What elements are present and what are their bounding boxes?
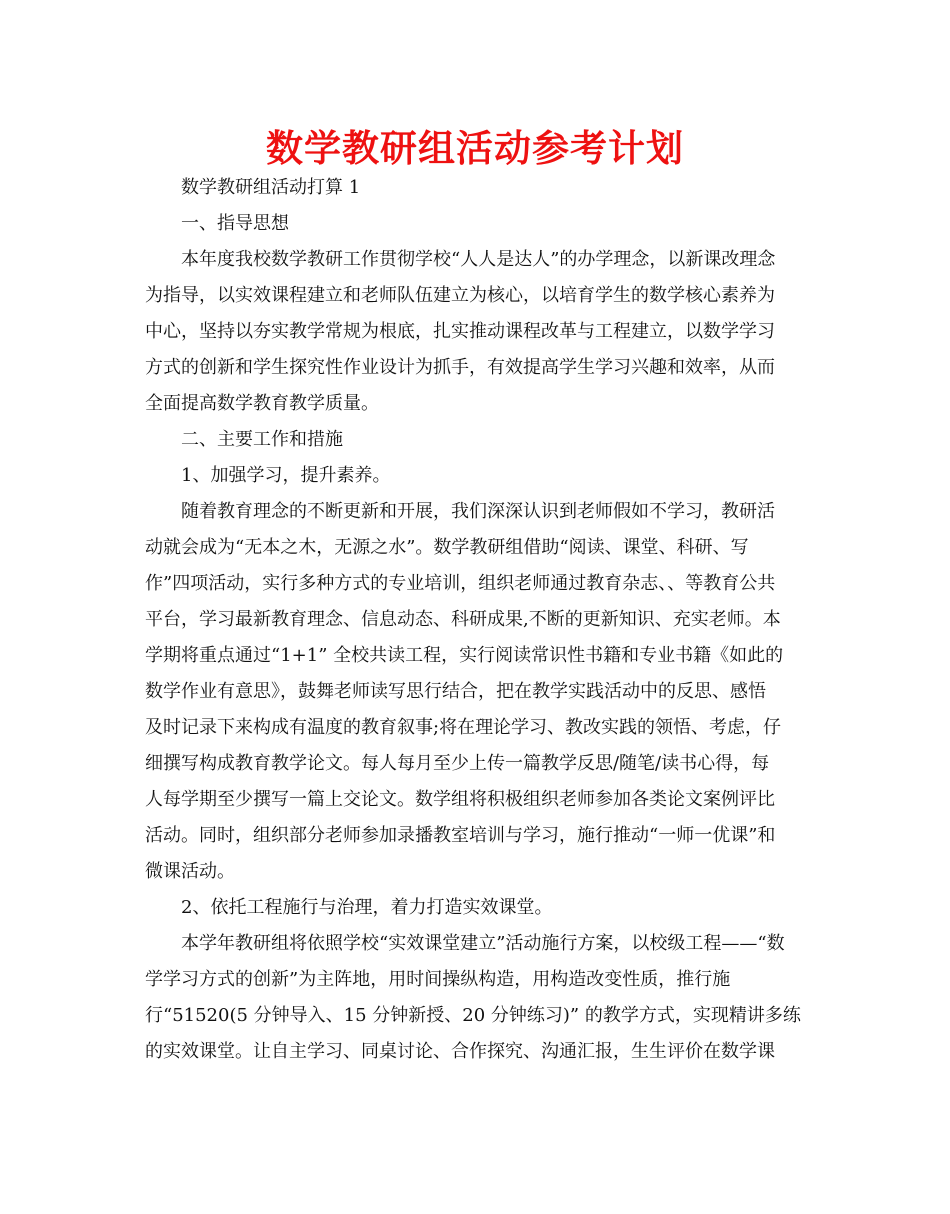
paragraph-line: 及时记录下来构成有温度的教育叙事;将在理论学习、教改实践的领悟、考虑，仔 <box>145 717 782 738</box>
subsection-heading-1: 1、加强学习，提升素养。 <box>181 465 391 486</box>
paragraph-line: 学学习方式的创新”为主阵地，用时间操纵构造，用构造改变性质，推行施 <box>145 969 731 990</box>
paragraph-line: 平台，学习最新教育理念、信息动态、科研成果,不断的更新知识、充实老师。本 <box>145 609 781 630</box>
section-heading-1: 一、指导思想 <box>181 213 289 234</box>
document-body <box>145 170 815 1070</box>
paragraph-line: 随着教育理念的不断更新和开展，我们深深认识到老师假如不学习，教研活 <box>181 501 775 522</box>
paragraph-line: 细撰写构成教育教学论文。每人每月至少上传一篇教学反思/随笔/读书心得，每 <box>145 753 770 774</box>
paragraph-line: 动就会成为“无本之木，无源之水”。数学教研组借助“阅读、课堂、科研、写 <box>145 537 749 558</box>
paragraph-line: 为指导，以实效课程建立和老师队伍建立为核心，以培育学生的数学核心素养为 <box>145 285 775 306</box>
paragraph-line: 学期将重点通过“1+1” 全校共读工程，实行阅读常识性书籍和专业书籍《如此的 <box>145 645 784 666</box>
section-heading-2: 二、主要工作和措施 <box>181 429 343 450</box>
subsection-heading-2: 2、依托工程施行与治理，着力打造实效课堂。 <box>181 897 553 918</box>
paragraph-line: 中心，坚持以夯实教学常规为根底，扎实推动课程改革与工程建立，以数学学习 <box>145 321 775 342</box>
paragraph-line: 本学年教研组将依照学校“实效课堂建立”活动施行方案，以校级工程——“数 <box>181 933 785 954</box>
paragraph-line: 行“51520(5 分钟导入、15 分钟新授、20 分钟练习)” 的教学方式，实现精讲多练 <box>145 1005 801 1026</box>
paragraph-line: 全面提高数学教育教学质量。 <box>145 393 379 414</box>
paragraph-line: 活动。同时，组织部分老师参加录播教室培训与学习，施行推动“一师一优课”和 <box>145 825 776 846</box>
paragraph-line: 方式的创新和学生探究性作业设计为抓手，有效提高学生学习兴趣和效率，从而 <box>145 357 775 378</box>
paragraph-line: 作”四项活动，实行多种方式的专业培训，组织老师通过教育杂志、、等教育公共 <box>145 573 776 594</box>
subtitle-line: 数学教研组活动打算 1 <box>181 177 361 198</box>
document-title: 数学教研组活动参考计划 <box>266 126 684 170</box>
paragraph-line: 的实效课堂。让自主学习、同桌讨论、合作探究、沟通汇报，生生评价在数学课 <box>145 1041 775 1062</box>
paragraph-line: 本年度我校数学教研工作贯彻学校“人人是达人”的办学理念，以新课改理念 <box>181 249 776 270</box>
paragraph-line: 人每学期至少撰写一篇上交论文。数学组将积极组织老师参加各类论文案例评比 <box>145 789 775 810</box>
paragraph-line: 数学作业有意思》，鼓舞老师读写思行结合，把在教学实践活动中的反思、感悟 <box>145 681 766 702</box>
paragraph-line: 微课活动。 <box>145 861 235 882</box>
